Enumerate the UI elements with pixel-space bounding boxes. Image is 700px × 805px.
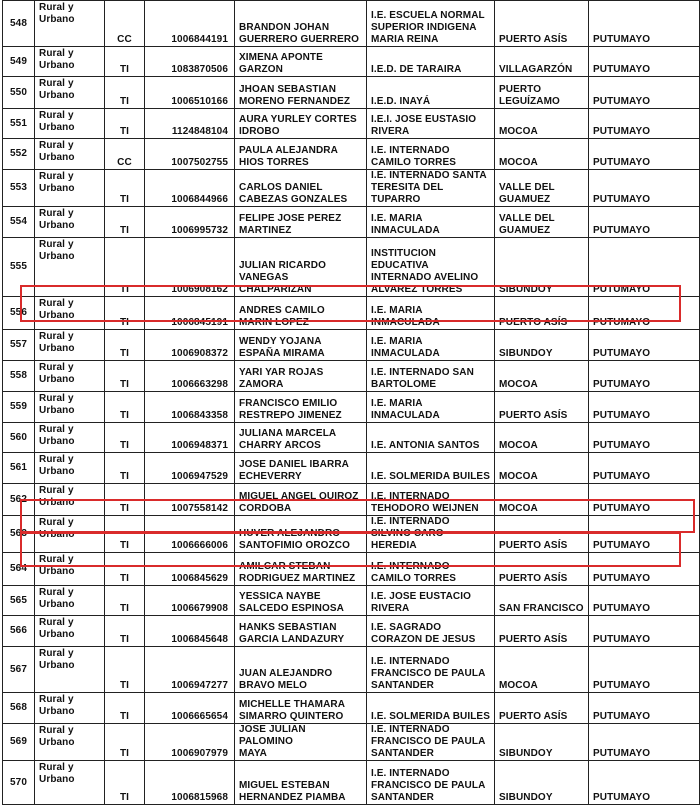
institution-cell: I.E. INTERNADO FRANCISCO DE PAULA SANTANDER: [367, 724, 495, 761]
document-number-cell: 1006947529: [145, 453, 235, 484]
zone-cell: Rural y Urbano: [35, 139, 105, 170]
student-name-cell: BRANDON JOHAN GUERRERO GUERRERO: [235, 1, 367, 47]
row-number: 552: [3, 139, 35, 170]
table-row: [3, 484, 700, 516]
department-cell: PUTUMAYO: [589, 693, 700, 724]
student-name-cell: AURA YURLEY CORTES IDROBO: [235, 109, 367, 139]
institution-cell: I.E. JOSE EUSTACIO RIVERA: [367, 586, 495, 616]
student-name-cell: MIGUEL ESTEBAN HERNANDEZ PIAMBA: [235, 761, 367, 805]
institution-cell: I.E. INTERNADO SAN BARTOLOME: [367, 361, 495, 392]
student-name-cell: CARLOS DANIEL CABEZAS GONZALES: [235, 170, 367, 207]
document-type-cell: TI: [105, 724, 145, 761]
student-name-cell: JHOAN SEBASTIAN MORENO FERNANDEZ: [235, 77, 367, 109]
municipality-cell: PUERTO ASÍS: [495, 616, 589, 647]
department-cell: PUTUMAYO: [589, 207, 700, 238]
department-cell: PUTUMAYO: [589, 361, 700, 392]
row-number: 564: [3, 553, 35, 586]
municipality-cell: MOCOA: [495, 484, 589, 516]
department-cell: PUTUMAYO: [589, 238, 700, 297]
row-number: 561: [3, 453, 35, 484]
table-row: [3, 423, 700, 453]
row-number: 551: [3, 109, 35, 139]
document-number-cell: 1006948371: [145, 423, 235, 453]
zone-cell: Rural y Urbano: [35, 330, 105, 361]
zone-cell: Rural y Urbano: [35, 297, 105, 330]
department-cell: PUTUMAYO: [589, 109, 700, 139]
student-name-cell: HANKS SEBASTIAN GARCIA LANDAZURY: [235, 616, 367, 647]
row-number: 553: [3, 170, 35, 207]
student-name-cell: PAULA ALEJANDRA HIOS TORRES: [235, 139, 367, 170]
row-number: 557: [3, 330, 35, 361]
document-number-cell: 1007502755: [145, 139, 235, 170]
department-cell: PUTUMAYO: [589, 47, 700, 77]
zone-cell: Rural y Urbano: [35, 553, 105, 586]
student-name-cell: JUAN ALEJANDRO BRAVO MELO: [235, 647, 367, 693]
students-table: [2, 0, 700, 805]
institution-cell: I.E. INTERNADO FRANCISCO DE PAULA SANTANDER: [367, 647, 495, 693]
row-number: 550: [3, 77, 35, 109]
document-number-cell: 1006908162: [145, 238, 235, 297]
table-body: [3, 1, 700, 805]
institution-cell: I.E. INTERNADO FRANCISCO DE PAULA SANTANDER: [367, 761, 495, 805]
institution-cell: I.E. INTERNADO CAMILO TORRES: [367, 139, 495, 170]
document-type-cell: TI: [105, 361, 145, 392]
institution-cell: I.E.D. INAYÁ: [367, 77, 495, 109]
zone-cell: Rural y Urbano: [35, 484, 105, 516]
document-number-cell: 1006843358: [145, 392, 235, 423]
document-number-cell: 1006666006: [145, 516, 235, 553]
department-cell: PUTUMAYO: [589, 423, 700, 453]
table-row: [3, 647, 700, 693]
document-type-cell: TI: [105, 392, 145, 423]
student-name-cell: JULIAN RICARDO VANEGAS CHALPARIZAN: [235, 238, 367, 297]
zone-cell: Rural y Urbano: [35, 647, 105, 693]
document-number-cell: 1006995732: [145, 207, 235, 238]
department-cell: PUTUMAYO: [589, 553, 700, 586]
row-number: 566: [3, 616, 35, 647]
zone-cell: Rural y Urbano: [35, 761, 105, 805]
document-number-cell: 1006845629: [145, 553, 235, 586]
row-number: 555: [3, 238, 35, 297]
municipality-cell: PUERTO ASÍS: [495, 516, 589, 553]
student-name-cell: MICHELLE THAMARA SIMARRO QUINTERO: [235, 693, 367, 724]
document-number-cell: 1006663298: [145, 361, 235, 392]
student-name-cell: MIGUEL ANGEL QUIROZ CORDOBA: [235, 484, 367, 516]
department-cell: PUTUMAYO: [589, 392, 700, 423]
institution-cell: I.E.I. JOSE EUSTASIO RIVERA: [367, 109, 495, 139]
department-cell: PUTUMAYO: [589, 724, 700, 761]
institution-cell: INSTITUCION EDUCATIVA INTERNADO AVELINO ALVAREZ TORRES: [367, 238, 495, 297]
department-cell: PUTUMAYO: [589, 453, 700, 484]
document-type-cell: CC: [105, 139, 145, 170]
municipality-cell: PUERTO ASÍS: [495, 392, 589, 423]
document-type-cell: TI: [105, 109, 145, 139]
table-row: [3, 361, 700, 392]
institution-cell: I.E. INTERNADO TEHODORO WEIJNEN: [367, 484, 495, 516]
table-row: [3, 109, 700, 139]
document-type-cell: TI: [105, 330, 145, 361]
table-row: [3, 392, 700, 423]
table-row: [3, 207, 700, 238]
municipality-cell: SIBUNDOY: [495, 330, 589, 361]
department-cell: PUTUMAYO: [589, 297, 700, 330]
row-number: 554: [3, 207, 35, 238]
document-type-cell: TI: [105, 586, 145, 616]
department-cell: PUTUMAYO: [589, 586, 700, 616]
municipality-cell: PUERTO LEGUÍZAMO: [495, 77, 589, 109]
row-number: 548: [3, 1, 35, 47]
zone-cell: Rural y Urbano: [35, 207, 105, 238]
municipality-cell: MOCOA: [495, 361, 589, 392]
municipality-cell: MOCOA: [495, 423, 589, 453]
municipality-cell: VILLAGARZÓN: [495, 47, 589, 77]
document-type-cell: TI: [105, 693, 145, 724]
municipality-cell: PUERTO ASÍS: [495, 693, 589, 724]
zone-cell: Rural y Urbano: [35, 616, 105, 647]
institution-cell: I.E. MARIA INMACULADA: [367, 330, 495, 361]
zone-cell: Rural y Urbano: [35, 392, 105, 423]
row-number: 568: [3, 693, 35, 724]
document-number-cell: 1006510166: [145, 77, 235, 109]
zone-cell: Rural y Urbano: [35, 109, 105, 139]
zone-cell: Rural y Urbano: [35, 238, 105, 297]
municipality-cell: PUERTO ASÍS: [495, 1, 589, 47]
row-number: 549: [3, 47, 35, 77]
table-row: [3, 453, 700, 484]
document-number-cell: 1006844191: [145, 1, 235, 47]
municipality-cell: SIBUNDOY: [495, 238, 589, 297]
municipality-cell: VALLE DEL GUAMUEZ: [495, 207, 589, 238]
table-row: [3, 238, 700, 297]
department-cell: PUTUMAYO: [589, 170, 700, 207]
student-name-cell: FRANCISCO EMILIO RESTREPO JIMENEZ: [235, 392, 367, 423]
document-type-cell: TI: [105, 77, 145, 109]
row-number: 558: [3, 361, 35, 392]
zone-cell: Rural y Urbano: [35, 453, 105, 484]
table-row: [3, 139, 700, 170]
zone-cell: Rural y Urbano: [35, 170, 105, 207]
table-row: [3, 170, 700, 207]
row-number: 567: [3, 647, 35, 693]
document-type-cell: TI: [105, 761, 145, 805]
table-row: [3, 47, 700, 77]
student-name-cell: FELIPE JOSE PEREZ MARTINEZ: [235, 207, 367, 238]
document-number-cell: 1006947277: [145, 647, 235, 693]
document-number-cell: 1006845191: [145, 297, 235, 330]
table-row: [3, 724, 700, 761]
zone-cell: Rural y Urbano: [35, 1, 105, 47]
municipality-cell: SIBUNDOY: [495, 724, 589, 761]
student-name-cell: JOSE JULIAN PALOMINO MAYA: [235, 724, 367, 761]
department-cell: PUTUMAYO: [589, 616, 700, 647]
table-row: [3, 297, 700, 330]
institution-cell: I.E.D. DE TARAIRA: [367, 47, 495, 77]
zone-cell: Rural y Urbano: [35, 516, 105, 553]
institution-cell: I.E. SAGRADO CORAZON DE JESUS: [367, 616, 495, 647]
document-type-cell: TI: [105, 484, 145, 516]
document-number-cell: 1006908372: [145, 330, 235, 361]
institution-cell: I.E. SOLMERIDA BUILES: [367, 693, 495, 724]
department-cell: PUTUMAYO: [589, 516, 700, 553]
student-name-cell: XIMENA APONTE GARZON: [235, 47, 367, 77]
department-cell: PUTUMAYO: [589, 330, 700, 361]
document-type-cell: TI: [105, 647, 145, 693]
department-cell: PUTUMAYO: [589, 1, 700, 47]
table-row: [3, 516, 700, 553]
municipality-cell: PUERTO ASÍS: [495, 297, 589, 330]
table-row: [3, 761, 700, 805]
table-row: [3, 616, 700, 647]
zone-cell: Rural y Urbano: [35, 423, 105, 453]
zone-cell: Rural y Urbano: [35, 586, 105, 616]
table-row: [3, 586, 700, 616]
zone-cell: Rural y Urbano: [35, 724, 105, 761]
document-number-cell: 1083870506: [145, 47, 235, 77]
row-number: 563: [3, 516, 35, 553]
student-name-cell: JOSE DANIEL IBARRA ECHEVERRY: [235, 453, 367, 484]
student-name-cell: YARI YAR ROJAS ZAMORA: [235, 361, 367, 392]
document-type-cell: TI: [105, 616, 145, 647]
row-number: 559: [3, 392, 35, 423]
institution-cell: I.E. MARIA INMACULADA: [367, 392, 495, 423]
document-number-cell: 1006665654: [145, 693, 235, 724]
document-number-cell: 1007558142: [145, 484, 235, 516]
municipality-cell: MOCOA: [495, 139, 589, 170]
table-row: [3, 553, 700, 586]
document-number-cell: 1006845648: [145, 616, 235, 647]
student-name-cell: AMILCAR STEBAN RODRIGUEZ MARTINEZ: [235, 553, 367, 586]
student-name-cell: WENDY YOJANA ESPAÑA MIRAMA: [235, 330, 367, 361]
table-row: [3, 330, 700, 361]
municipality-cell: MOCOA: [495, 453, 589, 484]
municipality-cell: MOCOA: [495, 647, 589, 693]
municipality-cell: PUERTO ASÍS: [495, 553, 589, 586]
department-cell: PUTUMAYO: [589, 484, 700, 516]
zone-cell: Rural y Urbano: [35, 77, 105, 109]
document-type-cell: TI: [105, 170, 145, 207]
row-number: 556: [3, 297, 35, 330]
row-number: 565: [3, 586, 35, 616]
municipality-cell: VALLE DEL GUAMUEZ: [495, 170, 589, 207]
document-type-cell: TI: [105, 516, 145, 553]
zone-cell: Rural y Urbano: [35, 361, 105, 392]
document-number-cell: 1006844966: [145, 170, 235, 207]
document-type-cell: TI: [105, 47, 145, 77]
municipality-cell: MOCOA: [495, 109, 589, 139]
document-type-cell: CC: [105, 1, 145, 47]
table-row: [3, 77, 700, 109]
table-row: [3, 693, 700, 724]
student-name-cell: HUVER ALEJANDRO SANTOFIMIO OROZCO: [235, 516, 367, 553]
institution-cell: I.E. SOLMERIDA BUILES: [367, 453, 495, 484]
row-number: 560: [3, 423, 35, 453]
zone-cell: Rural y Urbano: [35, 47, 105, 77]
institution-cell: I.E. INTERNADO CAMILO TORRES: [367, 553, 495, 586]
document-type-cell: TI: [105, 207, 145, 238]
row-number: 562: [3, 484, 35, 516]
municipality-cell: SIBUNDOY: [495, 761, 589, 805]
institution-cell: I.E. MARIA INMACULADA: [367, 297, 495, 330]
municipality-cell: SAN FRANCISCO: [495, 586, 589, 616]
table-row: [3, 1, 700, 47]
document-number-cell: 1006907979: [145, 724, 235, 761]
zone-cell: Rural y Urbano: [35, 693, 105, 724]
document-type-cell: TI: [105, 297, 145, 330]
department-cell: PUTUMAYO: [589, 647, 700, 693]
document-type-cell: TI: [105, 453, 145, 484]
row-number: 570: [3, 761, 35, 805]
department-cell: PUTUMAYO: [589, 139, 700, 170]
department-cell: PUTUMAYO: [589, 77, 700, 109]
student-name-cell: JULIANA MARCELA CHARRY ARCOS: [235, 423, 367, 453]
document-type-cell: TI: [105, 238, 145, 297]
document-type-cell: TI: [105, 553, 145, 586]
student-name-cell: YESSICA NAYBE SALCEDO ESPINOSA: [235, 586, 367, 616]
institution-cell: I.E. ESCUELA NORMAL SUPERIOR INDIGENA MARIA REINA: [367, 1, 495, 47]
institution-cell: I.E. ANTONIA SANTOS: [367, 423, 495, 453]
department-cell: PUTUMAYO: [589, 761, 700, 805]
document-number-cell: 1006815968: [145, 761, 235, 805]
document-number-cell: 1006679908: [145, 586, 235, 616]
row-number: 569: [3, 724, 35, 761]
student-name-cell: ANDRES CAMILO MARIN LOPEZ: [235, 297, 367, 330]
document-type-cell: TI: [105, 423, 145, 453]
institution-cell: I.E. INTERNADO SILVINO CARO HEREDIA: [367, 516, 495, 553]
institution-cell: I.E. MARIA INMACULADA: [367, 207, 495, 238]
institution-cell: I.E. INTERNADO SANTA TERESITA DEL TUPARRO: [367, 170, 495, 207]
document-number-cell: 1124848104: [145, 109, 235, 139]
